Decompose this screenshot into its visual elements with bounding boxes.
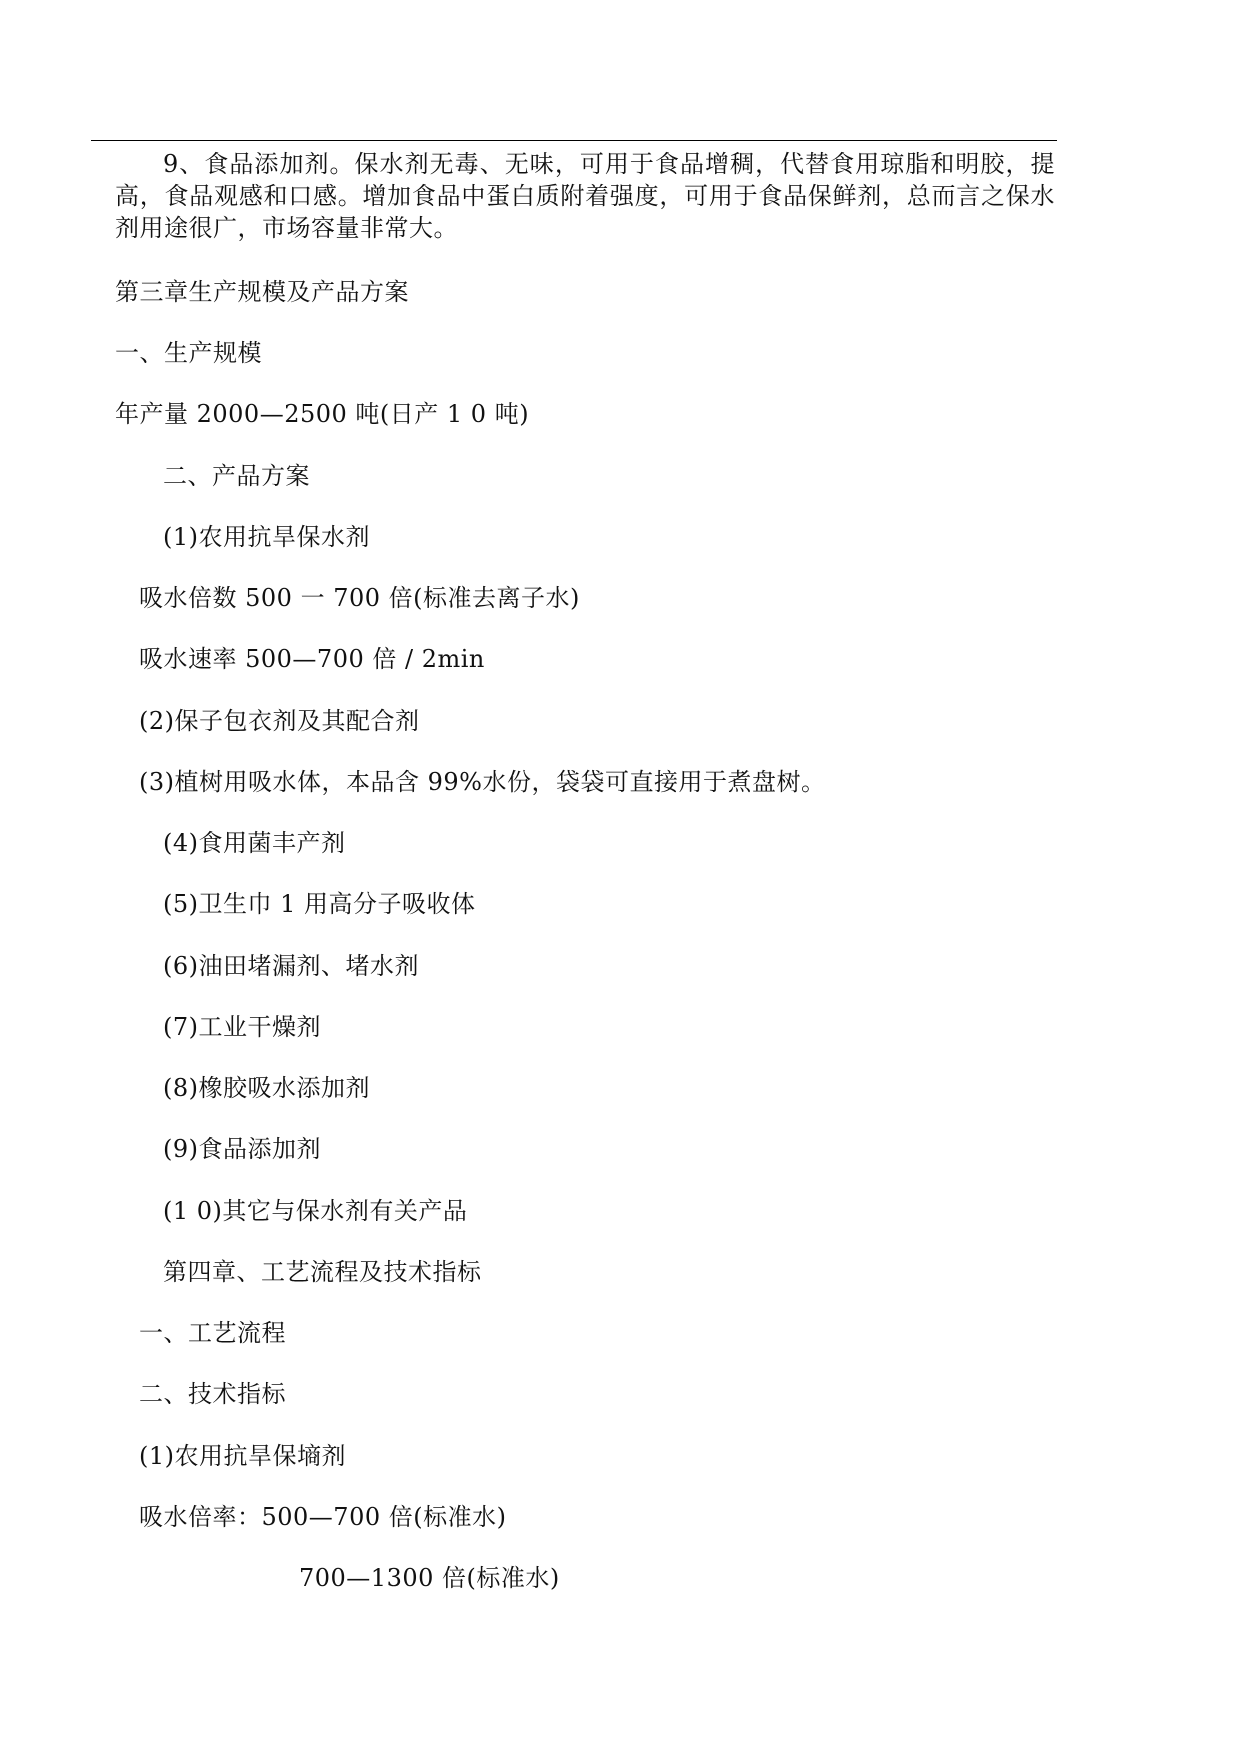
list-item: (9)食品添加剂: [163, 1135, 321, 1163]
section-product-plan: 二、产品方案: [163, 462, 310, 490]
list-item: (8)橡胶吸水添加剂: [163, 1074, 370, 1102]
section-process-flow: 一、工艺流程: [139, 1319, 286, 1347]
header-rule: [91, 140, 1057, 141]
absorption-rate-1: 吸水倍率：500—700 倍(标准水): [139, 1503, 507, 1531]
list-item: 吸水速率 500—700 倍 / 2min: [139, 645, 485, 673]
paragraph-food-additive: 9、食品添加剂。保水剂无毒、无味，可用于食品增稠，代替食用琼脂和明胶，提高，食品观感和口感。增加食品中蛋白质附着强度，可用于食品保鲜剂，总而言之保水剂用途很广，市场容量非常大。: [115, 150, 1055, 242]
chapter4-title: 第四章、工艺流程及技术指标: [163, 1258, 482, 1286]
chapter3-title: 第三章生产规模及产品方案: [115, 278, 409, 306]
list-item: (2)保子包衣剂及其配合剂: [139, 707, 420, 735]
annual-output: 年产量 2000—2500 吨(日产 1 0 吨): [115, 400, 530, 428]
tech-item-1: (1)农用抗旱保墒剂: [139, 1442, 346, 1470]
list-item: (1 0)其它与保水剂有关产品: [163, 1197, 468, 1225]
absorption-rate-2: 700—1300 倍(标准水): [299, 1564, 560, 1592]
list-item: (4)食用菌丰产剂: [163, 829, 346, 857]
section-technical-indicators: 二、技术指标: [139, 1380, 286, 1408]
list-item: (3)植树用吸水体，本品含 99%水份，袋袋可直接用于煮盘树。: [139, 768, 826, 796]
list-item: (1)农用抗旱保水剂: [163, 523, 370, 551]
list-item: 吸水倍数 500 一 700 倍(标准去离子水): [139, 584, 580, 612]
section-production-scale: 一、生产规模: [115, 339, 262, 367]
list-item: (7)工业干燥剂: [163, 1013, 321, 1041]
list-item: (6)油田堵漏剂、堵水剂: [163, 952, 419, 980]
list-item: (5)卫生巾 1 用高分子吸收体: [163, 890, 476, 918]
